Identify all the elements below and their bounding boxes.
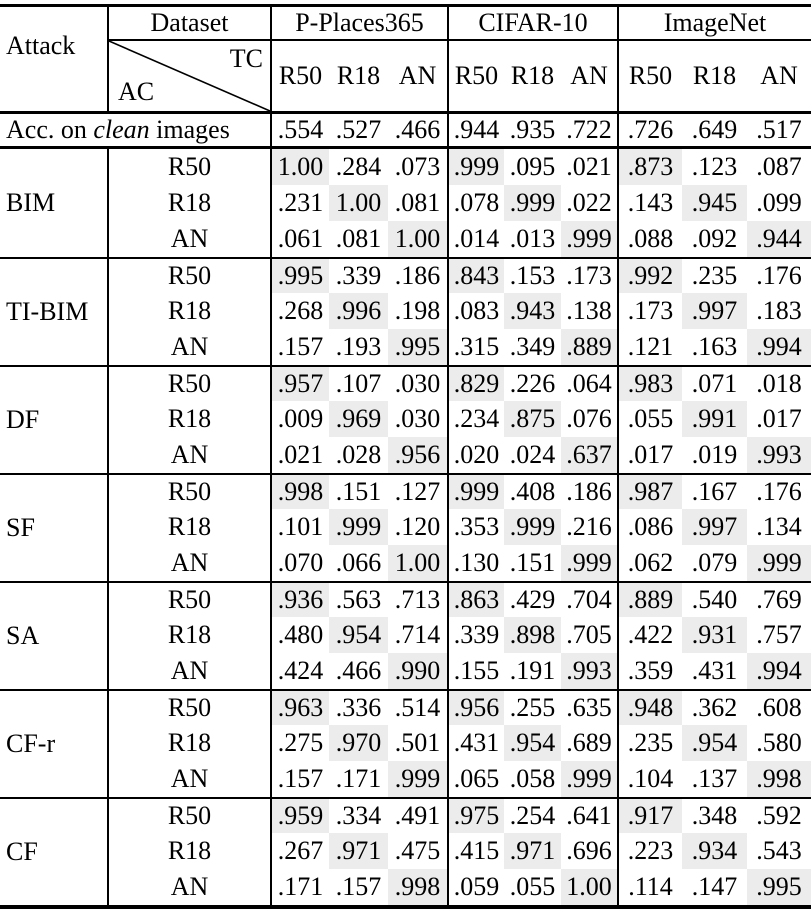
value-cell-diagonal: .983 — [617, 365, 682, 401]
attack-block-sf — [0, 473, 811, 581]
value-cell-diagonal: .998 — [747, 761, 811, 797]
attack-label: TI-BIM — [0, 257, 107, 365]
value-cell: .059 — [447, 869, 504, 905]
value-cell-diagonal: .875 — [504, 401, 561, 437]
value-cell: .137 — [691, 764, 738, 793]
value-cell-diagonal: .993 — [747, 437, 811, 473]
ac-label: AC — [118, 77, 155, 106]
value-cell: .349 — [509, 332, 556, 361]
attacked-classifier-label: R50 — [107, 473, 270, 509]
value-cell-diagonal: .999 — [329, 509, 388, 545]
value-cell-diagonal: .999 — [561, 545, 617, 581]
value-cell: .216 — [566, 512, 612, 541]
value-cell: .121 — [617, 329, 682, 365]
value-cell-diagonal: 1.00 — [329, 185, 388, 221]
value-cell-diagonal: .987 — [617, 473, 682, 509]
value-cell: .608 — [747, 689, 811, 725]
value-cell-diagonal: .999 — [388, 761, 447, 797]
dataset-header: Dataset — [107, 7, 270, 41]
clean-accuracy-value: .649 — [691, 115, 738, 144]
value-cell-diagonal: .994 — [747, 329, 811, 365]
value-cell: .635 — [561, 689, 617, 725]
attack-blocks — [0, 149, 811, 905]
clean-accuracy-value: .726 — [617, 114, 682, 146]
attacked-classifier-label: R18 — [107, 833, 270, 869]
subheader-tc: AN — [760, 61, 798, 90]
value-cell: .151 — [329, 473, 388, 509]
value-cell-diagonal: .637 — [561, 437, 617, 473]
value-cell-diagonal: .999 — [504, 509, 561, 545]
value-cell-diagonal: .956 — [388, 437, 447, 473]
value-cell-diagonal: .992 — [617, 257, 682, 293]
value-cell: .064 — [561, 365, 617, 401]
value-cell: .757 — [756, 620, 802, 649]
value-cell-diagonal: .873 — [617, 149, 682, 185]
value-cell: .024 — [509, 440, 556, 469]
value-cell: .480 — [270, 617, 329, 653]
value-cell: .359 — [617, 653, 682, 689]
value-cell: .028 — [335, 440, 382, 469]
value-cell-diagonal: .999 — [561, 221, 617, 257]
value-cell: .163 — [691, 332, 738, 361]
value-cell: .431 — [447, 725, 504, 761]
value-cell: .138 — [566, 296, 612, 325]
value-cell-diagonal: .998 — [270, 473, 329, 509]
value-cell: .713 — [388, 581, 447, 617]
value-cell: .014 — [447, 221, 504, 257]
value-cell: .013 — [509, 224, 556, 253]
clean-accuracy-value: .466 — [394, 115, 441, 144]
value-cell: .058 — [509, 764, 556, 793]
value-cell-diagonal: .829 — [447, 365, 504, 401]
value-cell-diagonal: 1.00 — [270, 149, 329, 185]
attacked-classifier-label: R18 — [107, 617, 270, 653]
value-cell: .198 — [394, 296, 441, 325]
value-cell: .066 — [335, 548, 382, 577]
value-cell: .062 — [617, 545, 682, 581]
clean-accuracy-value: .722 — [566, 115, 612, 144]
clean-label-italic: clean — [93, 115, 150, 144]
value-cell: .315 — [447, 329, 504, 365]
value-cell: .231 — [270, 185, 329, 221]
attack-label: SF — [0, 473, 107, 581]
value-cell: .157 — [335, 872, 382, 901]
value-cell: .183 — [756, 296, 802, 325]
attacked-classifier-label: R50 — [107, 149, 270, 185]
value-cell-diagonal: .971 — [329, 833, 388, 869]
clean-accuracy-label — [0, 114, 270, 146]
value-cell: .501 — [394, 728, 441, 757]
value-cell: .153 — [504, 257, 561, 293]
value-cell-diagonal: .954 — [682, 725, 747, 761]
value-cell: .083 — [447, 293, 504, 329]
value-cell-diagonal: .999 — [504, 185, 561, 221]
value-cell: .235 — [617, 725, 682, 761]
value-cell: .030 — [388, 365, 447, 401]
tc-label: TC — [229, 44, 263, 73]
value-cell: .018 — [747, 365, 811, 401]
value-cell-diagonal: .995 — [388, 329, 447, 365]
subheader-tc: R18 — [510, 61, 555, 90]
value-cell: .151 — [509, 548, 556, 577]
group-header-imagenet: ImageNet — [617, 7, 811, 41]
clean-label-prefix: Acc. on — [6, 115, 94, 144]
clean-accuracy-value: .944 — [447, 114, 504, 146]
value-cell: .114 — [617, 869, 682, 905]
value-cell: .769 — [747, 581, 811, 617]
value-cell: .055 — [617, 401, 682, 437]
value-cell: .017 — [756, 404, 802, 433]
value-cell-diagonal: .954 — [329, 617, 388, 653]
value-cell-diagonal: .997 — [682, 509, 747, 545]
value-cell: .076 — [566, 404, 612, 433]
clean-accuracy-row — [0, 114, 811, 149]
value-cell: .019 — [691, 440, 738, 469]
value-cell: .099 — [756, 188, 802, 217]
value-cell: .543 — [756, 836, 802, 865]
value-cell: .186 — [388, 257, 447, 293]
subheader-tc: R18 — [692, 61, 737, 90]
value-cell: .268 — [270, 293, 329, 329]
value-cell: .431 — [691, 656, 738, 685]
value-cell: .086 — [617, 509, 682, 545]
value-cell-diagonal: 1.00 — [561, 869, 617, 905]
attacked-classifier-label: R18 — [107, 185, 270, 221]
value-cell: .123 — [691, 152, 738, 181]
value-cell: .022 — [566, 188, 612, 217]
value-cell: .157 — [270, 761, 329, 797]
value-cell: .055 — [509, 872, 556, 901]
group-header-p-places365: P-Places365 — [270, 7, 447, 41]
value-cell: .689 — [566, 728, 612, 757]
attacked-classifier-label: AN — [107, 329, 270, 365]
value-cell: .095 — [509, 152, 556, 181]
tc-ac-diagonal-cell — [107, 41, 270, 111]
value-cell: .171 — [270, 869, 329, 905]
value-cell-diagonal: .991 — [682, 401, 747, 437]
value-cell: .176 — [747, 473, 811, 509]
value-cell: .254 — [504, 797, 561, 833]
value-cell-diagonal: .956 — [447, 689, 504, 725]
value-cell-diagonal: .954 — [504, 725, 561, 761]
value-cell-diagonal: .945 — [682, 185, 747, 221]
attack-block-cf — [0, 797, 811, 905]
group-header-cifar-10: CIFAR-10 — [447, 7, 617, 41]
subheader-tc: R50 — [447, 41, 504, 111]
value-cell: .429 — [504, 581, 561, 617]
attack-label: CF — [0, 797, 107, 905]
value-cell: .255 — [504, 689, 561, 725]
value-cell: .143 — [617, 185, 682, 221]
value-cell: .070 — [270, 545, 329, 581]
value-cell: .186 — [561, 473, 617, 509]
attack-column-header: Attack — [6, 31, 76, 60]
attack-block-bim — [0, 149, 811, 257]
value-cell: .101 — [270, 509, 329, 545]
value-cell: .073 — [394, 152, 441, 181]
value-cell: .408 — [504, 473, 561, 509]
value-cell: .134 — [756, 512, 802, 541]
attacked-classifier-label: AN — [107, 653, 270, 689]
value-cell-diagonal: .944 — [747, 221, 811, 257]
value-cell: .267 — [270, 833, 329, 869]
value-cell: .466 — [335, 656, 382, 685]
attacked-classifier-label: R18 — [107, 401, 270, 437]
value-cell: .540 — [682, 581, 747, 617]
attacked-classifier-label: R50 — [107, 581, 270, 617]
subheader-tc: R18 — [336, 61, 381, 90]
value-cell: .167 — [682, 473, 747, 509]
value-cell: .284 — [335, 152, 382, 181]
value-cell: .223 — [617, 833, 682, 869]
value-cell: .021 — [270, 437, 329, 473]
value-cell: .130 — [447, 545, 504, 581]
value-cell: .491 — [388, 797, 447, 833]
value-cell: .592 — [747, 797, 811, 833]
value-cell-diagonal: .990 — [388, 653, 447, 689]
value-cell: .191 — [509, 656, 556, 685]
attacked-classifier-label: R18 — [107, 725, 270, 761]
value-cell-diagonal: .998 — [388, 869, 447, 905]
value-cell-diagonal: .898 — [504, 617, 561, 653]
clean-accuracy-value: .935 — [509, 115, 556, 144]
value-cell: .171 — [335, 764, 382, 793]
attacked-classifier-label: R50 — [107, 797, 270, 833]
clean-accuracy-value: .527 — [335, 115, 382, 144]
value-cell-diagonal: .999 — [561, 761, 617, 797]
value-cell: .173 — [561, 257, 617, 293]
attack-label: BIM — [6, 188, 56, 217]
value-cell: .120 — [394, 512, 441, 541]
attacked-classifier-label: AN — [107, 869, 270, 905]
value-cell-diagonal: .999 — [747, 545, 811, 581]
value-cell-diagonal: .970 — [329, 725, 388, 761]
subheader-tc: AN — [570, 61, 608, 90]
value-cell-diagonal: .999 — [447, 473, 504, 509]
value-cell: .275 — [270, 725, 329, 761]
value-cell-diagonal: .975 — [447, 797, 504, 833]
value-cell: .704 — [561, 581, 617, 617]
value-cell: .107 — [329, 365, 388, 401]
value-cell: .514 — [388, 689, 447, 725]
value-cell-diagonal: .957 — [270, 365, 329, 401]
value-cell: .009 — [270, 401, 329, 437]
value-cell-diagonal: .889 — [561, 329, 617, 365]
value-cell: .020 — [447, 437, 504, 473]
value-cell: .147 — [691, 872, 738, 901]
value-cell: .696 — [566, 836, 612, 865]
attack-label: CF-r — [0, 689, 107, 797]
value-cell: .714 — [394, 620, 441, 649]
value-cell: .127 — [388, 473, 447, 509]
value-cell: .339 — [447, 617, 504, 653]
value-cell: .235 — [682, 257, 747, 293]
value-cell: .362 — [682, 689, 747, 725]
value-cell-diagonal: .993 — [561, 653, 617, 689]
value-cell: .017 — [617, 437, 682, 473]
value-cell-diagonal: .843 — [447, 257, 504, 293]
value-cell: .079 — [691, 548, 738, 577]
value-cell: .705 — [566, 620, 612, 649]
attacked-classifier-label: AN — [107, 545, 270, 581]
value-cell-diagonal: .971 — [504, 833, 561, 869]
clean-accuracy-value: .554 — [270, 114, 329, 146]
value-cell: .348 — [682, 797, 747, 833]
transferability-table — [0, 4, 811, 909]
attack-block-sa — [0, 581, 811, 689]
value-cell: .081 — [394, 188, 441, 217]
attack-block-df — [0, 365, 811, 473]
value-cell-diagonal: .931 — [682, 617, 747, 653]
attack-label: DF — [0, 365, 107, 473]
value-cell: .173 — [617, 293, 682, 329]
value-cell: .226 — [504, 365, 561, 401]
value-cell: .193 — [335, 332, 382, 361]
value-cell: .088 — [617, 221, 682, 257]
value-cell-diagonal: .863 — [447, 581, 504, 617]
value-cell: .157 — [270, 329, 329, 365]
value-cell: .071 — [682, 365, 747, 401]
clean-accuracy-value: .517 — [756, 115, 802, 144]
attacked-classifier-label: R50 — [107, 689, 270, 725]
value-cell: .475 — [394, 836, 441, 865]
value-cell: .078 — [447, 185, 504, 221]
value-cell-diagonal: 1.00 — [388, 545, 447, 581]
attacked-classifier-label: AN — [107, 221, 270, 257]
subheader-tc: R50 — [270, 41, 329, 111]
value-cell: .234 — [447, 401, 504, 437]
attacked-classifier-label: AN — [107, 761, 270, 797]
value-cell: .415 — [447, 833, 504, 869]
value-cell: .339 — [329, 257, 388, 293]
value-cell-diagonal: .959 — [270, 797, 329, 833]
value-cell: .087 — [756, 152, 802, 181]
value-cell: .021 — [566, 152, 612, 181]
value-cell-diagonal: .969 — [329, 401, 388, 437]
value-cell-diagonal: .995 — [270, 257, 329, 293]
value-cell: .353 — [447, 509, 504, 545]
value-cell: .336 — [329, 689, 388, 725]
attacked-classifier-label: R18 — [107, 509, 270, 545]
value-cell-diagonal: .995 — [747, 869, 811, 905]
value-cell: .334 — [329, 797, 388, 833]
clean-label-suffix: images — [149, 115, 230, 144]
value-cell-diagonal: .943 — [504, 293, 561, 329]
value-cell: .580 — [756, 728, 802, 757]
value-cell-diagonal: .936 — [270, 581, 329, 617]
value-cell: .424 — [270, 653, 329, 689]
value-cell-diagonal: .997 — [682, 293, 747, 329]
value-cell: .422 — [617, 617, 682, 653]
attacked-classifier-label: R18 — [107, 293, 270, 329]
value-cell-diagonal: .948 — [617, 689, 682, 725]
value-cell-diagonal: .889 — [617, 581, 682, 617]
value-cell: .030 — [394, 404, 441, 433]
value-cell: .081 — [335, 224, 382, 253]
subheader-tc: AN — [398, 61, 437, 90]
subheader-tc: R50 — [617, 41, 682, 111]
value-cell: .065 — [447, 761, 504, 797]
value-cell: .563 — [329, 581, 388, 617]
value-cell-diagonal: .994 — [747, 653, 811, 689]
value-cell: .061 — [270, 221, 329, 257]
attacked-classifier-label: R50 — [107, 365, 270, 401]
attack-block-cf-r — [0, 689, 811, 797]
value-cell-diagonal: .999 — [447, 149, 504, 185]
value-cell: .092 — [691, 224, 738, 253]
attack-block-ti-bim — [0, 257, 811, 365]
value-cell-diagonal: .934 — [682, 833, 747, 869]
value-cell-diagonal: .996 — [329, 293, 388, 329]
attacked-classifier-label: AN — [107, 437, 270, 473]
value-cell: .155 — [447, 653, 504, 689]
value-cell-diagonal: 1.00 — [388, 221, 447, 257]
table-header — [0, 7, 811, 114]
attack-label: SA — [0, 581, 107, 689]
value-cell: .176 — [747, 257, 811, 293]
value-cell: .104 — [617, 761, 682, 797]
value-cell: .641 — [561, 797, 617, 833]
attacked-classifier-label: R50 — [107, 257, 270, 293]
value-cell-diagonal: .963 — [270, 689, 329, 725]
value-cell-diagonal: .917 — [617, 797, 682, 833]
